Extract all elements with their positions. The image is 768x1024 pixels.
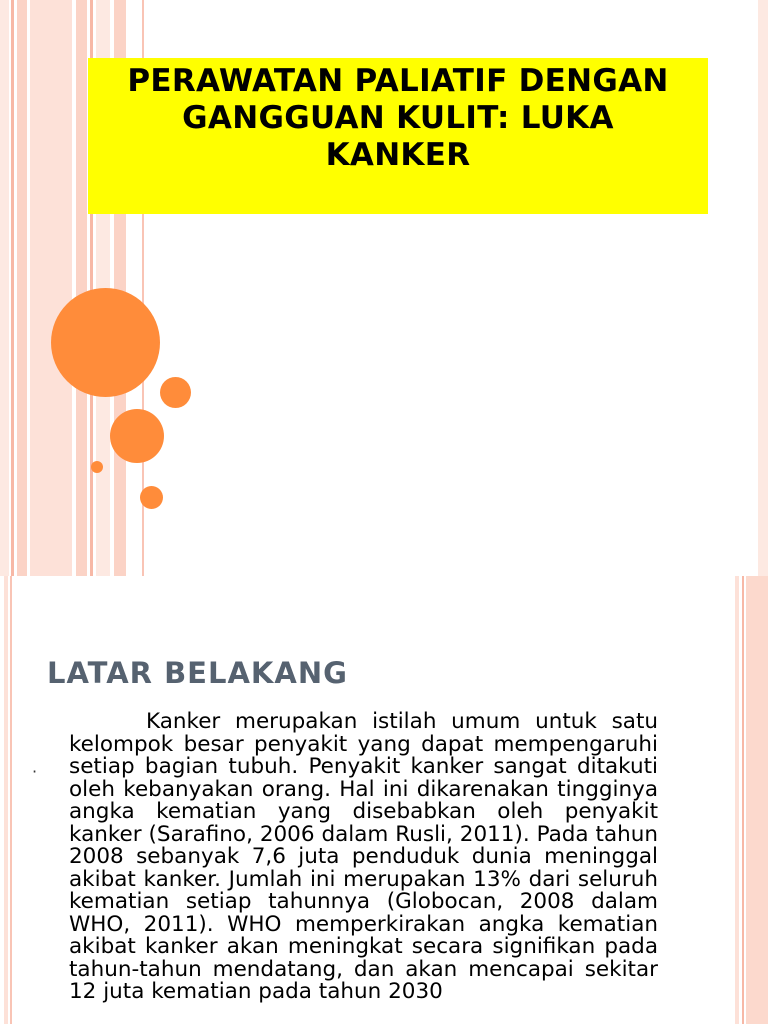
title-line: PERAWATAN PALIATIF DENGAN (127, 63, 669, 99)
decor-stripe (30, 0, 72, 576)
decor-stripe (4, 576, 8, 1024)
decor-circle-large (51, 288, 160, 397)
content-slide (0, 576, 768, 1024)
decor-circle-tiny (91, 461, 103, 473)
decor-circle-small (140, 486, 163, 509)
decor-circle-small (160, 377, 191, 408)
title-line: GANGGUAN KULIT: LUKA (182, 100, 614, 136)
bullet-marker: · (32, 762, 38, 781)
decor-stripe (11, 0, 14, 576)
title-line: KANKER (325, 137, 471, 173)
section-heading: LATAR BELAKANG (47, 656, 348, 690)
decor-stripe (0, 0, 9, 576)
slide-title (88, 58, 708, 214)
decor-stripe (746, 576, 768, 1024)
decor-stripe (758, 0, 768, 576)
decor-circle-medium (110, 409, 164, 463)
decor-stripe (735, 576, 739, 1024)
decor-stripe (742, 576, 744, 1024)
decor-stripe (76, 0, 87, 576)
body-paragraph: Kanker merupakan istilah umum untuk satu kelompok besar penyakit yang dapat mempengaruhi setiap bagian tubuh. Penyakit kanker sangat ditakuti oleh kebanyakan orang. Hal ini dikarenakan tingginya angka kematian yang disebabkan oleh penyakit kanker (Sarafino, 2006 dalam Rusli, 2011). Pada tahun 2008 sebanyak 7,6 juta penduduk dunia meninggal akibat kanker. Jumlah ini merupakan 13% dari seluruh kematian setiap tahunnya (Globocan, 2008 dalam WHO, 2011). WHO memperkirakan angka kematian akibat kanker akan meningkat secara signifikan pada tahun-tahun mendatang, dan akan mencapai sekitar 12 juta kematian pada tahun 2030 (69, 709, 658, 1004)
decor-stripe (17, 0, 27, 576)
decor-stripe (10, 576, 12, 1024)
